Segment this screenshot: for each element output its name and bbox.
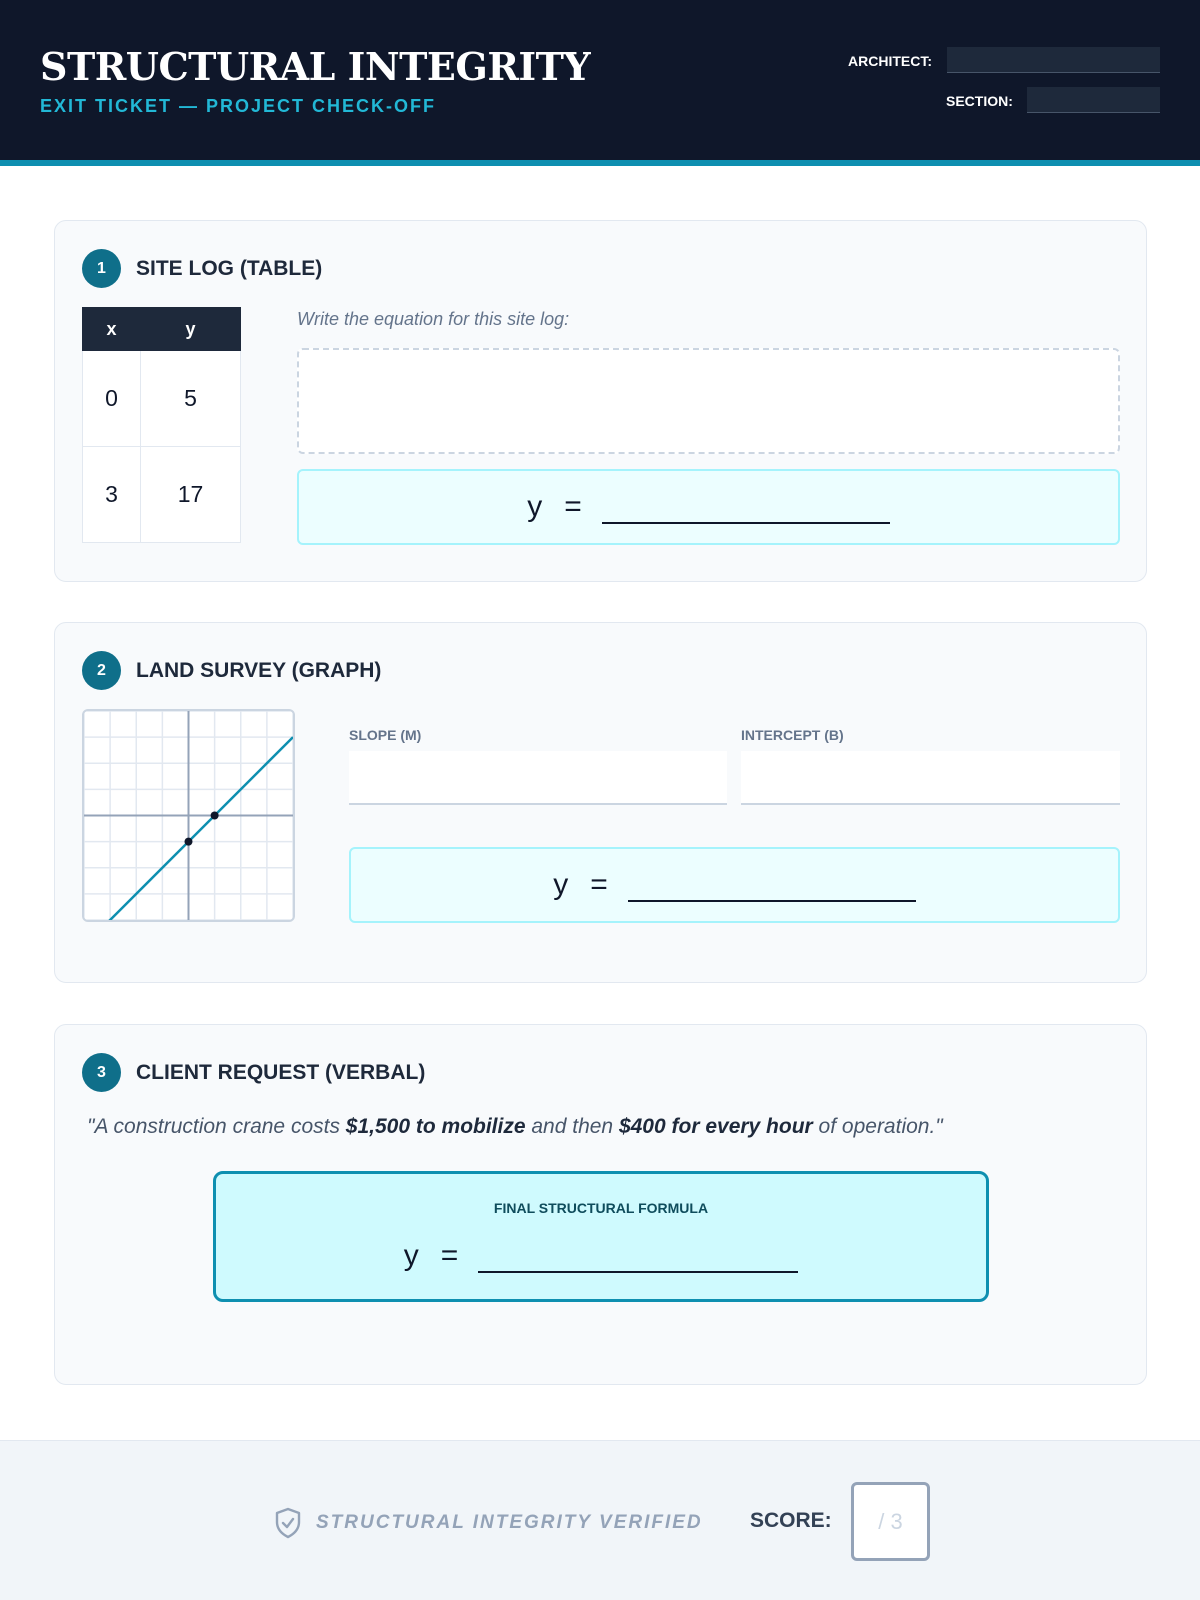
- equation-answer-box[interactable]: [349, 847, 1120, 923]
- slope-field[interactable]: [349, 751, 727, 805]
- verified-text: STRUCTURAL INTEGRITY VERIFIED: [316, 1512, 703, 1533]
- task-title: SITE LOG (TABLE): [136, 257, 323, 280]
- final-formula-box[interactable]: [213, 1171, 989, 1302]
- quote-emphasis: $400 for every hour: [618, 1115, 813, 1138]
- task-prompt: Write the equation for this site log:: [297, 309, 570, 329]
- verified-badge: [274, 1507, 703, 1539]
- slope-label: SLOPE (M): [349, 727, 422, 743]
- task-card-client-request: [54, 1024, 1147, 1385]
- task-number-badge: 1: [82, 249, 121, 288]
- intercept-label: INTERCEPT (B): [741, 727, 844, 743]
- page-subtitle: EXIT TICKET — PROJECT CHECK-OFF: [40, 96, 437, 116]
- shield-check-icon: [274, 1507, 302, 1539]
- score-label: SCORE:: [750, 1509, 832, 1532]
- equation-answer-box[interactable]: [297, 469, 1120, 545]
- site-log-table: [82, 307, 241, 543]
- equation-lhs: y: [553, 868, 569, 901]
- table-header-x: x: [83, 308, 141, 351]
- table-cell: 0: [83, 351, 141, 447]
- work-area[interactable]: [297, 348, 1120, 454]
- table-row: [83, 447, 241, 543]
- score-box[interactable]: / 3: [851, 1482, 930, 1561]
- equation-lhs: y: [403, 1239, 419, 1272]
- table-cell: 3: [83, 447, 141, 543]
- equation-lhs: y: [527, 490, 543, 523]
- table-header-y: y: [141, 308, 241, 351]
- task-number-badge: 2: [82, 651, 121, 690]
- page-footer: [0, 1440, 1200, 1600]
- graph-point: [211, 812, 219, 820]
- equation-sign: =: [440, 1239, 459, 1272]
- client-quote: "A construction crane costs $1,500 to mobilize and then $400 for every hour of operation.": [87, 1115, 943, 1138]
- task-title: LAND SURVEY (GRAPH): [136, 659, 382, 682]
- answer-line[interactable]: [628, 880, 916, 902]
- section-field[interactable]: [1027, 87, 1160, 113]
- table-cell: 5: [141, 351, 241, 447]
- task-card-site-log: [54, 220, 1147, 582]
- coordinate-graph: [82, 709, 295, 922]
- graph-point: [185, 838, 193, 846]
- answer-line[interactable]: [602, 502, 890, 524]
- table-row: [83, 351, 241, 447]
- final-formula-label: FINAL STRUCTURAL FORMULA: [493, 1200, 709, 1216]
- table-cell: 17: [141, 447, 241, 543]
- intercept-field[interactable]: [741, 751, 1120, 805]
- page-title: STRUCTURAL INTEGRITY: [40, 44, 591, 89]
- page-header: [0, 0, 1200, 166]
- task-title: CLIENT REQUEST (VERBAL): [136, 1061, 426, 1084]
- equation-sign: =: [564, 490, 582, 523]
- graph-canvas: [84, 711, 293, 920]
- quote-emphasis: $1,500 to mobilize: [345, 1115, 526, 1138]
- equation-sign: =: [590, 868, 608, 901]
- section-label: SECTION:: [946, 93, 1013, 109]
- answer-line[interactable]: [478, 1251, 798, 1273]
- architect-field[interactable]: [947, 47, 1160, 73]
- architect-label: ARCHITECT:: [848, 53, 932, 69]
- task-number-badge: 3: [82, 1053, 121, 1092]
- task-card-land-survey: [54, 622, 1147, 983]
